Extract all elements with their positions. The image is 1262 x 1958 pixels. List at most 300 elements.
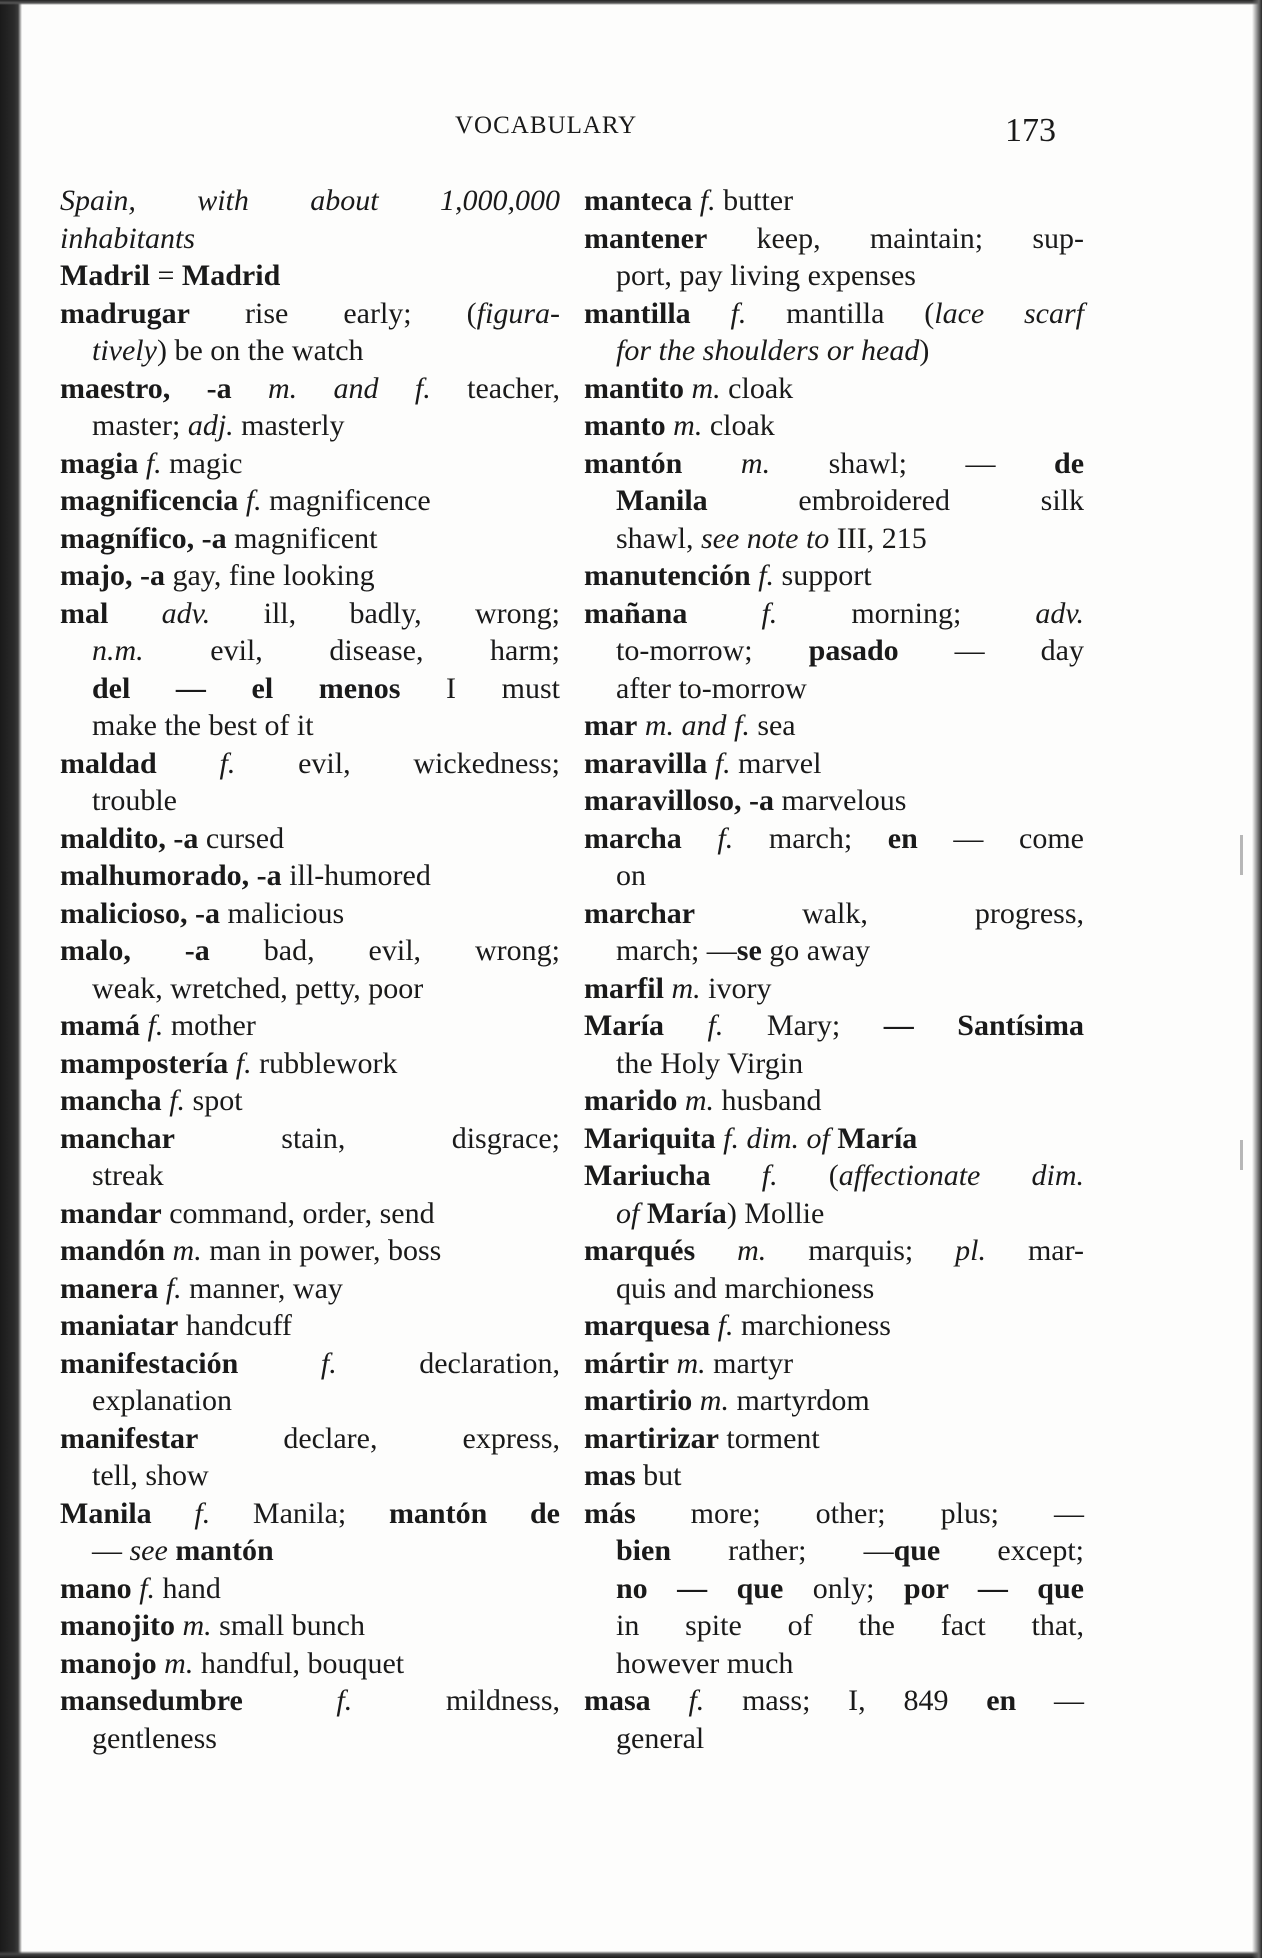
definition-text: master; bbox=[92, 409, 188, 442]
entry-line bbox=[60, 1232, 560, 1270]
definition-text: weak, wretched, petty, poor bbox=[92, 971, 424, 1005]
definition-text: gentleness bbox=[92, 1721, 217, 1755]
definition-text: ) bbox=[919, 334, 930, 367]
italic-annotation: see note to bbox=[701, 521, 830, 555]
definition-text: more; other; plus; — bbox=[635, 1496, 1084, 1530]
headword: manojo bbox=[60, 1646, 157, 1680]
entry-continuation-line bbox=[60, 1457, 560, 1495]
definition-text: in spite of the fact that, bbox=[616, 1609, 1084, 1642]
headword: mansedumbre bbox=[60, 1684, 243, 1717]
italic-annotation: lace scarf bbox=[934, 296, 1085, 330]
entry-line bbox=[60, 220, 560, 258]
definition-text: march; bbox=[733, 821, 888, 855]
entry-continuation-line bbox=[60, 707, 560, 745]
italic-annotation: for the shoulders or head bbox=[616, 334, 920, 367]
headword: Madril bbox=[60, 259, 150, 292]
headword: marfil bbox=[584, 971, 664, 1005]
entry-line bbox=[584, 1495, 1084, 1533]
entry-line bbox=[60, 1082, 560, 1120]
headword: Mariquita bbox=[584, 1121, 716, 1155]
entry-continuation-line bbox=[584, 670, 1084, 708]
entry-continuation-line bbox=[584, 1720, 1084, 1758]
entry-line bbox=[584, 1345, 1084, 1383]
entry-line bbox=[60, 1195, 560, 1233]
definition-text: butter bbox=[715, 184, 794, 217]
headword: mantilla bbox=[584, 296, 691, 330]
definition-text: the Holy Virgin bbox=[616, 1046, 804, 1080]
definition-text: — come bbox=[917, 821, 1084, 855]
headword: que bbox=[893, 1534, 941, 1567]
headword: manojito bbox=[60, 1609, 175, 1642]
headword: María bbox=[837, 1121, 918, 1155]
definition-text: martyrdom bbox=[728, 1384, 870, 1417]
definition-text: but bbox=[635, 1459, 682, 1492]
headword: manteca bbox=[584, 184, 693, 217]
italic-annotation: tively bbox=[92, 334, 157, 367]
scan-artifact bbox=[1240, 835, 1243, 875]
headword: manifestar bbox=[60, 1421, 199, 1455]
headword: marchar bbox=[584, 896, 696, 930]
definition-text: mildness, bbox=[352, 1684, 561, 1717]
definition-text: mass; I, 849 bbox=[704, 1684, 987, 1717]
entry-line bbox=[584, 595, 1084, 633]
headword: pasado bbox=[808, 634, 899, 667]
headword: marquesa bbox=[584, 1309, 711, 1342]
entry-line bbox=[584, 182, 1084, 220]
definition-text: rather; — bbox=[671, 1534, 894, 1567]
entry-line bbox=[584, 1382, 1084, 1420]
entry-line bbox=[60, 1607, 560, 1645]
italic-annotation: pl. bbox=[955, 1234, 987, 1267]
definition-text: mantilla ( bbox=[746, 296, 935, 330]
entry-continuation-line bbox=[584, 1195, 1084, 1233]
italic-annotation: n.m. bbox=[92, 634, 144, 667]
definition-text: manner, way bbox=[181, 1271, 343, 1305]
definition-text bbox=[157, 747, 220, 780]
headword: en bbox=[986, 1684, 1017, 1717]
headword: — Santísima bbox=[883, 1009, 1084, 1042]
headword: bien bbox=[616, 1534, 672, 1567]
entry-line bbox=[584, 970, 1084, 1008]
entry-line bbox=[60, 257, 560, 295]
definition-text: ) be on the watch bbox=[156, 334, 364, 367]
definition-text bbox=[710, 1309, 718, 1342]
headword: no — que bbox=[616, 1571, 784, 1605]
definition-text: = bbox=[150, 259, 182, 292]
headword: majo, -a bbox=[60, 559, 165, 592]
entry-line bbox=[584, 820, 1084, 858]
definition-text: mother bbox=[163, 1009, 256, 1042]
italic-annotation: f. bbox=[165, 1271, 182, 1305]
headword: malicioso, -a bbox=[60, 896, 220, 930]
headword: mantón bbox=[584, 446, 683, 480]
headword: María bbox=[584, 1009, 664, 1042]
headword: mar bbox=[584, 709, 638, 742]
entry-continuation-line bbox=[584, 1532, 1084, 1570]
italic-annotation: f. bbox=[320, 1346, 337, 1380]
definition-text: rise early; ( bbox=[190, 296, 477, 330]
italic-annotation: f. bbox=[219, 746, 236, 780]
definition-text: ill, badly, wrong; bbox=[210, 596, 560, 630]
definition-text bbox=[152, 1497, 195, 1530]
definition-text: shawl, bbox=[616, 521, 701, 555]
definition-text: magnificence bbox=[261, 484, 431, 517]
definition-text bbox=[138, 447, 146, 480]
italic-annotation: inhabitants bbox=[60, 221, 196, 255]
definition-text bbox=[695, 1234, 737, 1267]
left-vocabulary-column bbox=[60, 182, 560, 1757]
entry-line bbox=[584, 370, 1084, 408]
right-page-edge bbox=[1252, 0, 1262, 1958]
headword: mañana bbox=[584, 596, 688, 630]
italic-annotation: m. bbox=[172, 1234, 202, 1267]
headword: mancha bbox=[60, 1084, 162, 1117]
headword: maldito, -a bbox=[60, 821, 199, 855]
headword: del — el menos bbox=[92, 671, 401, 705]
entry-line bbox=[60, 182, 560, 220]
definition-text: magic bbox=[161, 446, 243, 480]
headword: Manila bbox=[60, 1496, 152, 1530]
entry-line bbox=[584, 1082, 1084, 1120]
entry-continuation-line bbox=[60, 407, 560, 445]
italic-annotation: figura- bbox=[476, 296, 560, 330]
headword: mano bbox=[60, 1571, 132, 1605]
headword: marcha bbox=[584, 821, 682, 855]
entry-line bbox=[584, 782, 1084, 820]
definition-text bbox=[175, 1609, 183, 1642]
italic-annotation: m. bbox=[684, 1084, 714, 1117]
definition-text: sea bbox=[749, 709, 796, 742]
left-page-edge-shadow bbox=[0, 0, 22, 1958]
headword: mártir bbox=[584, 1346, 669, 1380]
italic-annotation: m. bbox=[671, 971, 701, 1005]
definition-text: declaration, bbox=[336, 1346, 560, 1380]
definition-text: command, order, send bbox=[161, 1196, 435, 1230]
headword: maniatar bbox=[60, 1309, 179, 1342]
entry-line bbox=[60, 932, 560, 970]
definition-text: torment bbox=[718, 1421, 820, 1455]
italic-annotation: f. bbox=[139, 1571, 156, 1605]
italic-annotation: f. bbox=[145, 446, 162, 480]
definition-text: bad, evil, wrong; bbox=[209, 934, 560, 967]
definition-text: rubblework bbox=[251, 1046, 398, 1080]
definition-text bbox=[684, 372, 692, 405]
italic-annotation: f. bbox=[147, 1009, 164, 1042]
italic-annotation: adj. bbox=[187, 409, 234, 442]
italic-annotation: f. bbox=[714, 746, 731, 780]
entry-continuation-line bbox=[584, 482, 1084, 520]
entry-line bbox=[584, 1457, 1084, 1495]
entry-line bbox=[584, 707, 1084, 745]
italic-annotation: see bbox=[129, 1534, 168, 1567]
definition-text: hand bbox=[155, 1571, 221, 1605]
entry-line bbox=[584, 1232, 1084, 1270]
entry-line bbox=[584, 1157, 1084, 1195]
definition-text: man in power, boss bbox=[201, 1234, 442, 1267]
definition-text: trouble bbox=[92, 784, 177, 817]
definition-text: martyr bbox=[705, 1346, 794, 1380]
entry-line bbox=[60, 820, 560, 858]
entry-continuation-line bbox=[60, 1532, 560, 1570]
definition-text: to-morrow; bbox=[616, 634, 809, 667]
definition-text bbox=[691, 297, 731, 330]
headword: mantón de bbox=[388, 1496, 560, 1530]
headword: manera bbox=[60, 1271, 159, 1305]
definition-text: explanation bbox=[92, 1384, 232, 1417]
italic-annotation: f. bbox=[717, 1309, 734, 1342]
headword: magia bbox=[60, 446, 139, 480]
definition-text: masterly bbox=[233, 409, 345, 442]
entry-line bbox=[60, 1045, 560, 1083]
headword: martirizar bbox=[584, 1421, 719, 1455]
definition-text: embroidered silk bbox=[707, 484, 1084, 517]
italic-annotation: 1,000,000 bbox=[440, 184, 561, 217]
definition-text: ivory bbox=[700, 971, 772, 1005]
definition-text bbox=[238, 484, 246, 517]
definition-text: ill-humored bbox=[281, 859, 431, 892]
definition-text: marquis; bbox=[766, 1234, 956, 1267]
italic-annotation: m. bbox=[699, 1384, 729, 1417]
definition-text: marvel bbox=[730, 746, 822, 780]
headword: mantón bbox=[175, 1534, 274, 1567]
italic-annotation: m. bbox=[740, 446, 771, 480]
italic-annotation: f. bbox=[699, 184, 716, 217]
headword: manutención bbox=[584, 559, 751, 592]
entry-line bbox=[584, 895, 1084, 933]
entry-line bbox=[60, 445, 560, 483]
definition-text: quis and marchioness bbox=[616, 1271, 875, 1305]
definition-text: cursed bbox=[198, 821, 285, 855]
definition-text: — bbox=[92, 1534, 130, 1567]
entry-line bbox=[584, 1120, 1084, 1158]
entry-line bbox=[60, 1495, 560, 1533]
definition-text bbox=[379, 184, 440, 217]
entry-continuation-line bbox=[584, 1045, 1084, 1083]
italic-annotation: f. bbox=[336, 1684, 353, 1717]
entry-continuation-line bbox=[584, 932, 1084, 970]
bottom-page-edge bbox=[0, 1951, 1262, 1958]
entry-line bbox=[584, 220, 1084, 258]
definition-text bbox=[692, 1384, 700, 1417]
entry-line bbox=[584, 407, 1084, 445]
entry-line bbox=[584, 557, 1084, 595]
entry-line bbox=[60, 1345, 560, 1383]
definition-text: walk, progress, bbox=[695, 896, 1084, 930]
definition-text: marvelous bbox=[773, 784, 907, 817]
definition-text: mar- bbox=[986, 1234, 1085, 1267]
entry-continuation-line bbox=[584, 332, 1084, 370]
entry-line bbox=[60, 745, 560, 783]
headword: malo, -a bbox=[60, 934, 210, 967]
entry-continuation-line bbox=[60, 1382, 560, 1420]
entry-line bbox=[60, 1120, 560, 1158]
definition-text bbox=[651, 1684, 689, 1717]
italic-annotation: f. bbox=[761, 1159, 778, 1192]
italic-annotation: m. bbox=[673, 409, 703, 442]
italic-annotation: f. bbox=[194, 1496, 211, 1530]
headword: marqués bbox=[584, 1234, 696, 1267]
italic-annotation: Spain, with about bbox=[60, 184, 379, 217]
entry-line bbox=[60, 1007, 560, 1045]
headword: en bbox=[887, 821, 918, 855]
definition-text: I must bbox=[400, 671, 560, 705]
definition-text bbox=[637, 709, 645, 742]
headword: por — que bbox=[903, 1571, 1084, 1605]
headword: mal bbox=[60, 596, 109, 630]
entry-line bbox=[60, 520, 560, 558]
definition-text: spot bbox=[185, 1084, 243, 1117]
definition-text: go away bbox=[761, 934, 871, 967]
italic-annotation: f. bbox=[717, 821, 734, 855]
right-vocabulary-column bbox=[584, 182, 1084, 1757]
definition-text: gay, fine looking bbox=[164, 559, 375, 592]
definition-text: evil, disease, harm; bbox=[143, 634, 560, 667]
headword: mantener bbox=[584, 221, 708, 255]
headword: maestro, -a bbox=[60, 371, 232, 405]
entry-continuation-line bbox=[60, 670, 560, 708]
italic-annotation: adv. bbox=[1035, 596, 1085, 630]
definition-text bbox=[228, 1047, 236, 1080]
headword: malhumorado, -a bbox=[60, 859, 282, 892]
definition-text: teacher, bbox=[430, 371, 560, 405]
headword: de bbox=[1054, 446, 1085, 480]
italic-annotation: m. bbox=[691, 371, 721, 405]
definition-text: malicious bbox=[219, 896, 345, 930]
italic-annotation: adv. bbox=[161, 596, 211, 630]
definition-text: evil, wickedness; bbox=[235, 746, 560, 780]
definition-text bbox=[158, 1272, 166, 1305]
entry-line bbox=[60, 857, 560, 895]
definition-text bbox=[682, 447, 741, 480]
definition-text bbox=[677, 1084, 685, 1117]
headword: se bbox=[736, 934, 762, 967]
entry-line bbox=[60, 1420, 560, 1458]
definition-text: morning; bbox=[777, 596, 1036, 630]
headword: madrugar bbox=[60, 296, 190, 330]
headword: mas bbox=[584, 1459, 636, 1492]
definition-text: ( bbox=[777, 1159, 839, 1192]
definition-text: general bbox=[616, 1721, 705, 1755]
entry-continuation-line bbox=[584, 1270, 1084, 1308]
italic-annotation: m. and f. bbox=[267, 371, 431, 405]
headword: masa bbox=[584, 1684, 651, 1717]
page-number: 173 bbox=[1005, 112, 1056, 149]
italic-annotation: m. and f. bbox=[644, 709, 750, 742]
definition-text bbox=[108, 597, 161, 630]
entry-line bbox=[584, 445, 1084, 483]
entry-line bbox=[60, 1645, 560, 1683]
entry-continuation-line bbox=[60, 332, 560, 370]
entry-line bbox=[60, 482, 560, 520]
entry-continuation-line bbox=[584, 257, 1084, 295]
italic-annotation: f. bbox=[245, 484, 262, 517]
entry-continuation-line bbox=[584, 857, 1084, 895]
definition-text: streak bbox=[92, 1159, 164, 1192]
definition-text: husband bbox=[714, 1084, 822, 1117]
definition-text: declare, express, bbox=[198, 1421, 560, 1455]
definition-text: cloak bbox=[702, 409, 775, 442]
headword: Madrid bbox=[181, 259, 281, 292]
entry-continuation-line bbox=[584, 520, 1084, 558]
definition-text: only; bbox=[783, 1571, 904, 1605]
entry-continuation-line bbox=[584, 632, 1084, 670]
definition-text: — day bbox=[898, 634, 1084, 667]
definition-text bbox=[238, 1347, 321, 1380]
italic-annotation: m. bbox=[164, 1646, 194, 1680]
definition-text: small bunch bbox=[211, 1609, 365, 1642]
definition-text: on bbox=[616, 859, 646, 892]
definition-text: stain, disgrace; bbox=[175, 1121, 560, 1155]
definition-text: III, 215 bbox=[829, 521, 927, 555]
definition-text bbox=[687, 597, 761, 630]
definition-text bbox=[639, 1197, 647, 1230]
italic-annotation: f. bbox=[761, 596, 778, 630]
definition-text: ) Mollie bbox=[726, 1196, 825, 1230]
definition-text: however much bbox=[616, 1646, 794, 1680]
italic-annotation: f. dim. of bbox=[723, 1121, 830, 1155]
headword: marido bbox=[584, 1084, 678, 1117]
definition-text: marchioness bbox=[733, 1309, 891, 1342]
entry-line bbox=[60, 557, 560, 595]
headword: Manila bbox=[616, 484, 708, 517]
definition-text: support bbox=[774, 559, 872, 592]
italic-annotation: f. bbox=[730, 296, 747, 330]
definition-text: make the best of it bbox=[92, 709, 314, 742]
definition-text bbox=[692, 184, 700, 217]
entry-line bbox=[60, 1682, 560, 1720]
definition-text bbox=[711, 1159, 762, 1192]
entry-line bbox=[60, 1570, 560, 1608]
headword: mamá bbox=[60, 1009, 140, 1042]
definition-text bbox=[232, 372, 268, 405]
top-page-edge bbox=[0, 0, 1262, 5]
italic-annotation: affectionate dim. bbox=[838, 1159, 1084, 1192]
entry-continuation-line bbox=[584, 1645, 1084, 1683]
definition-text: handcuff bbox=[178, 1309, 292, 1342]
entry-line bbox=[60, 595, 560, 633]
definition-text: after to-morrow bbox=[616, 671, 807, 705]
entry-line bbox=[584, 745, 1084, 783]
headword: maravilla bbox=[584, 746, 708, 780]
headword: mandón bbox=[60, 1234, 166, 1267]
headword: mantito bbox=[584, 371, 684, 405]
headword: maravilloso, -a bbox=[584, 784, 774, 817]
definition-text bbox=[707, 747, 715, 780]
definition-text: except; bbox=[940, 1534, 1084, 1567]
definition-text: keep, maintain; sup- bbox=[707, 221, 1084, 255]
entry-line bbox=[584, 1420, 1084, 1458]
definition-text: magnificent bbox=[226, 521, 378, 555]
headword: magnificencia bbox=[60, 484, 239, 517]
headword: mandar bbox=[60, 1196, 162, 1230]
definition-text bbox=[165, 1234, 173, 1267]
entry-line bbox=[60, 370, 560, 408]
definition-text bbox=[682, 822, 718, 855]
definition-text: port, pay living expenses bbox=[616, 259, 916, 292]
definition-text bbox=[243, 1684, 337, 1717]
entry-continuation-line bbox=[584, 1607, 1084, 1645]
definition-text: handful, bouquet bbox=[193, 1646, 405, 1680]
entry-continuation-line bbox=[60, 782, 560, 820]
italic-annotation: m. bbox=[737, 1234, 767, 1267]
headword: María bbox=[646, 1196, 727, 1230]
entry-line bbox=[60, 1270, 560, 1308]
headword: más bbox=[584, 1496, 636, 1530]
entry-line bbox=[584, 1307, 1084, 1345]
entry-line bbox=[584, 1682, 1084, 1720]
entry-line bbox=[60, 1307, 560, 1345]
entry-continuation-line bbox=[60, 970, 560, 1008]
